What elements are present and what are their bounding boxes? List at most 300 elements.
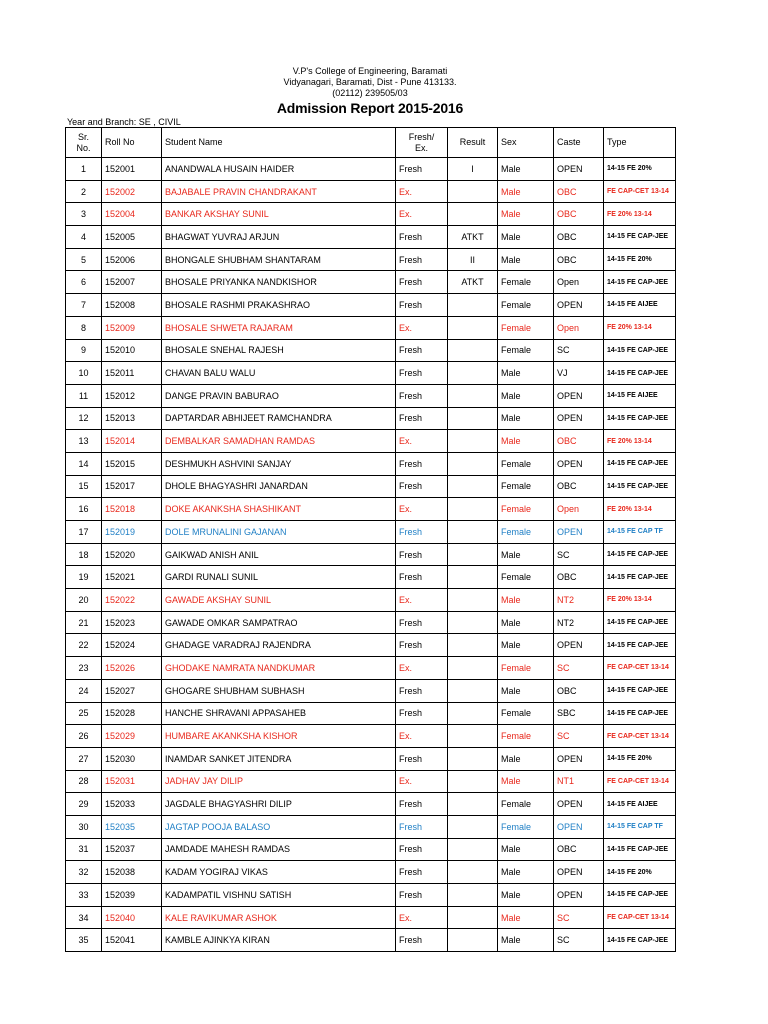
sex-cell: Male: [498, 679, 554, 702]
result-cell: [448, 838, 498, 861]
table-row: [66, 838, 676, 861]
type-cell: FE 20% 13-14: [604, 316, 676, 339]
sr-no-cell: 18: [66, 543, 102, 566]
caste-cell: OBC: [554, 203, 604, 226]
roll-no-cell: 152009: [102, 316, 162, 339]
sex-cell: Male: [498, 407, 554, 430]
student-name-cell: DANGE PRAVIN BABURAO: [162, 384, 396, 407]
result-cell: [448, 498, 498, 521]
sex-cell: Male: [498, 203, 554, 226]
type-cell: 14-15 FE CAP-JEE: [604, 611, 676, 634]
sr-no-cell: 32: [66, 861, 102, 884]
type-cell: 14-15 FE 20%: [604, 158, 676, 181]
type-cell: 14-15 FE CAP-JEE: [604, 339, 676, 362]
result-cell: [448, 861, 498, 884]
table-row: [66, 498, 676, 521]
caste-cell: OPEN: [554, 815, 604, 838]
table-row: [66, 452, 676, 475]
result-cell: [448, 815, 498, 838]
fresh-ex-cell: Ex.: [396, 589, 448, 612]
caste-cell: OPEN: [554, 407, 604, 430]
student-name-cell: JADHAV JAY DILIP: [162, 770, 396, 793]
result-cell: [448, 316, 498, 339]
student-name-cell: BANKAR AKSHAY SUNIL: [162, 203, 396, 226]
table-row: [66, 475, 676, 498]
sr-no-cell: 15: [66, 475, 102, 498]
sex-cell: Female: [498, 657, 554, 680]
table-row: [66, 271, 676, 294]
type-cell: 14-15 FE 20%: [604, 861, 676, 884]
table-row: [66, 611, 676, 634]
result-cell: [448, 906, 498, 929]
caste-cell: OPEN: [554, 747, 604, 770]
caste-cell: VJ: [554, 362, 604, 385]
type-cell: FE CAP-CET 13-14: [604, 657, 676, 680]
sr-no-cell: 14: [66, 452, 102, 475]
roll-no-cell: 152001: [102, 158, 162, 181]
student-name-cell: GAWADE AKSHAY SUNIL: [162, 589, 396, 612]
roll-no-cell: 152028: [102, 702, 162, 725]
fresh-ex-cell: Fresh: [396, 611, 448, 634]
student-name-cell: BHOSALE SHWETA RAJARAM: [162, 316, 396, 339]
student-name-cell: GAIKWAD ANISH ANIL: [162, 543, 396, 566]
type-cell: 14-15 FE CAP-JEE: [604, 929, 676, 952]
fresh-ex-cell: Fresh: [396, 747, 448, 770]
result-cell: [448, 634, 498, 657]
result-cell: [448, 657, 498, 680]
fresh-ex-cell: Fresh: [396, 679, 448, 702]
caste-cell: OPEN: [554, 384, 604, 407]
college-name: V.P's College of Engineering, Baramati: [292, 66, 448, 76]
roll-no-cell: 152038: [102, 861, 162, 884]
sr-no-cell: 27: [66, 747, 102, 770]
roll-no-cell: 152041: [102, 929, 162, 952]
student-name-cell: JAMDADE MAHESH RAMDAS: [162, 838, 396, 861]
col-header-result: Result: [448, 128, 498, 158]
roll-no-cell: 152012: [102, 384, 162, 407]
sex-cell: Male: [498, 770, 554, 793]
student-name-cell: HUMBARE AKANKSHA KISHOR: [162, 725, 396, 748]
table-row: [66, 702, 676, 725]
result-cell: ATKT: [448, 226, 498, 249]
caste-cell: OPEN: [554, 793, 604, 816]
student-name-cell: ANANDWALA HUSAIN HAIDER: [162, 158, 396, 181]
caste-cell: OBC: [554, 838, 604, 861]
result-cell: ATKT: [448, 271, 498, 294]
fresh-ex-cell: Ex.: [396, 498, 448, 521]
roll-no-cell: 152013: [102, 407, 162, 430]
sex-cell: Female: [498, 725, 554, 748]
student-name-cell: DOLE MRUNALINI GAJANAN: [162, 521, 396, 544]
report-title: Admission Report 2015-2016: [276, 100, 464, 116]
sex-cell: Male: [498, 430, 554, 453]
roll-no-cell: 152035: [102, 815, 162, 838]
table-row: [66, 294, 676, 317]
sr-no-cell: 6: [66, 271, 102, 294]
caste-cell: NT2: [554, 611, 604, 634]
result-cell: [448, 725, 498, 748]
student-name-cell: DHOLE BHAGYASHRI JANARDAN: [162, 475, 396, 498]
fresh-ex-cell: Fresh: [396, 475, 448, 498]
fresh-ex-cell: Fresh: [396, 884, 448, 907]
caste-cell: Open: [554, 498, 604, 521]
roll-no-cell: 152011: [102, 362, 162, 385]
sr-no-cell: 19: [66, 566, 102, 589]
table-row: [66, 226, 676, 249]
sex-cell: Male: [498, 929, 554, 952]
roll-no-cell: 152033: [102, 793, 162, 816]
sr-no-cell: 25: [66, 702, 102, 725]
table-row: [66, 543, 676, 566]
fresh-ex-cell: Fresh: [396, 566, 448, 589]
type-cell: 14-15 FE CAP-JEE: [604, 543, 676, 566]
roll-no-cell: 152019: [102, 521, 162, 544]
result-cell: [448, 180, 498, 203]
sex-cell: Male: [498, 543, 554, 566]
caste-cell: NT2: [554, 589, 604, 612]
roll-no-cell: 152040: [102, 906, 162, 929]
type-cell: 14-15 FE CAP-JEE: [604, 271, 676, 294]
student-name-cell: KADAM YOGIRAJ VIKAS: [162, 861, 396, 884]
sex-cell: Male: [498, 362, 554, 385]
sex-cell: Female: [498, 498, 554, 521]
roll-no-cell: 152026: [102, 657, 162, 680]
caste-cell: SC: [554, 929, 604, 952]
type-cell: 14-15 FE CAP TF: [604, 815, 676, 838]
result-cell: [448, 702, 498, 725]
col-header-sr-line1: Sr.: [77, 131, 89, 142]
roll-no-cell: 152029: [102, 725, 162, 748]
caste-cell: OBC: [554, 566, 604, 589]
student-name-cell: JAGDALE BHAGYASHRI DILIP: [162, 793, 396, 816]
fresh-ex-cell: Ex.: [396, 316, 448, 339]
fresh-ex-cell: Ex.: [396, 430, 448, 453]
student-name-cell: KAMBLE AJINKYA KIRAN: [162, 929, 396, 952]
caste-cell: NT1: [554, 770, 604, 793]
sr-no-cell: 31: [66, 838, 102, 861]
sr-no-cell: 13: [66, 430, 102, 453]
student-name-cell: GHODAKE NAMRATA NANDKUMAR: [162, 657, 396, 680]
table-row: [66, 906, 676, 929]
col-header-fresh-line2: Ex.: [414, 142, 428, 153]
table-row: [66, 203, 676, 226]
caste-cell: Open: [554, 271, 604, 294]
student-name-cell: BHOSALE SNEHAL RAJESH: [162, 339, 396, 362]
caste-cell: OPEN: [554, 294, 604, 317]
table-header-row: [66, 128, 676, 158]
result-cell: [448, 294, 498, 317]
type-cell: 14-15 FE CAP-JEE: [604, 226, 676, 249]
col-header-roll-no: Roll No: [102, 128, 162, 158]
result-cell: [448, 339, 498, 362]
caste-cell: OPEN: [554, 452, 604, 475]
result-cell: [448, 589, 498, 612]
sex-cell: Female: [498, 316, 554, 339]
roll-no-cell: 152039: [102, 884, 162, 907]
table-row: [66, 248, 676, 271]
roll-no-cell: 152024: [102, 634, 162, 657]
fresh-ex-cell: Ex.: [396, 770, 448, 793]
sr-no-cell: 3: [66, 203, 102, 226]
result-cell: [448, 884, 498, 907]
roll-no-cell: 152020: [102, 543, 162, 566]
type-cell: 14-15 FE CAP-JEE: [604, 702, 676, 725]
fresh-ex-cell: Fresh: [396, 362, 448, 385]
student-name-cell: KALE RAVIKUMAR ASHOK: [162, 906, 396, 929]
result-cell: [448, 566, 498, 589]
table-row: [66, 180, 676, 203]
sr-no-cell: 21: [66, 611, 102, 634]
roll-no-cell: 152010: [102, 339, 162, 362]
roll-no-cell: 152027: [102, 679, 162, 702]
roll-no-cell: 152022: [102, 589, 162, 612]
caste-cell: OPEN: [554, 861, 604, 884]
roll-no-cell: 152030: [102, 747, 162, 770]
type-cell: 14-15 FE CAP-JEE: [604, 884, 676, 907]
result-cell: [448, 793, 498, 816]
caste-cell: OPEN: [554, 158, 604, 181]
sr-no-cell: 29: [66, 793, 102, 816]
type-cell: 14-15 FE CAP TF: [604, 521, 676, 544]
admission-table: [65, 127, 676, 952]
student-name-cell: CHAVAN BALU WALU: [162, 362, 396, 385]
student-name-cell: GARDI RUNALI SUNIL: [162, 566, 396, 589]
roll-no-cell: 152002: [102, 180, 162, 203]
result-cell: [448, 452, 498, 475]
result-cell: [448, 929, 498, 952]
sex-cell: Male: [498, 634, 554, 657]
sr-no-cell: 30: [66, 815, 102, 838]
caste-cell: OPEN: [554, 521, 604, 544]
fresh-ex-cell: Fresh: [396, 702, 448, 725]
sex-cell: Female: [498, 339, 554, 362]
sex-cell: Male: [498, 611, 554, 634]
sr-no-cell: 1: [66, 158, 102, 181]
type-cell: FE CAP-CET 13-14: [604, 725, 676, 748]
sr-no-cell: 11: [66, 384, 102, 407]
table-row: [66, 679, 676, 702]
type-cell: 14-15 FE CAP-JEE: [604, 407, 676, 430]
type-cell: 14-15 FE AIJEE: [604, 294, 676, 317]
fresh-ex-cell: Fresh: [396, 543, 448, 566]
college-phone: (02112) 239505/03: [332, 88, 408, 98]
table-row: [66, 316, 676, 339]
result-cell: [448, 679, 498, 702]
type-cell: FE 20% 13-14: [604, 203, 676, 226]
sex-cell: Female: [498, 475, 554, 498]
fresh-ex-cell: Fresh: [396, 838, 448, 861]
sr-no-cell: 4: [66, 226, 102, 249]
col-header-fresh-ex: [396, 128, 448, 158]
type-cell: 14-15 FE CAP-JEE: [604, 838, 676, 861]
fresh-ex-cell: Fresh: [396, 226, 448, 249]
caste-cell: OPEN: [554, 634, 604, 657]
sr-no-cell: 22: [66, 634, 102, 657]
result-cell: [448, 475, 498, 498]
sr-no-cell: 20: [66, 589, 102, 612]
fresh-ex-cell: Fresh: [396, 384, 448, 407]
result-cell: [448, 407, 498, 430]
fresh-ex-cell: Fresh: [396, 793, 448, 816]
roll-no-cell: 152014: [102, 430, 162, 453]
student-name-cell: GHOGARE SHUBHAM SUBHASH: [162, 679, 396, 702]
student-name-cell: JAGTAP POOJA BALASO: [162, 815, 396, 838]
col-header-fresh-line1: Fresh/: [408, 131, 435, 142]
fresh-ex-cell: Ex.: [396, 657, 448, 680]
sr-no-cell: 26: [66, 725, 102, 748]
col-header-sr-line2: No.: [76, 142, 91, 153]
student-name-cell: BHOSALE RASHMI PRAKASHRAO: [162, 294, 396, 317]
type-cell: FE 20% 13-14: [604, 498, 676, 521]
caste-cell: OBC: [554, 430, 604, 453]
fresh-ex-cell: Fresh: [396, 339, 448, 362]
sex-cell: Male: [498, 861, 554, 884]
type-cell: 14-15 FE CAP-JEE: [604, 566, 676, 589]
roll-no-cell: 152023: [102, 611, 162, 634]
caste-cell: SBC: [554, 702, 604, 725]
result-cell: [448, 543, 498, 566]
table-row: [66, 339, 676, 362]
sex-cell: Female: [498, 521, 554, 544]
table-row: [66, 362, 676, 385]
table-row: [66, 793, 676, 816]
col-header-sex: Sex: [498, 128, 554, 158]
sr-no-cell: 28: [66, 770, 102, 793]
type-cell: 14-15 FE CAP-JEE: [604, 475, 676, 498]
type-cell: 14-15 FE CAP-JEE: [604, 452, 676, 475]
sex-cell: Male: [498, 248, 554, 271]
roll-no-cell: 152037: [102, 838, 162, 861]
result-cell: [448, 521, 498, 544]
caste-cell: SC: [554, 543, 604, 566]
student-name-cell: BAJABALE PRAVIN CHANDRAKANT: [162, 180, 396, 203]
table-row: [66, 430, 676, 453]
table-row: [66, 384, 676, 407]
fresh-ex-cell: Fresh: [396, 407, 448, 430]
sr-no-cell: 17: [66, 521, 102, 544]
fresh-ex-cell: Fresh: [396, 929, 448, 952]
result-cell: [448, 362, 498, 385]
table-row: [66, 566, 676, 589]
table-row: [66, 861, 676, 884]
table-row: [66, 929, 676, 952]
fresh-ex-cell: Fresh: [396, 452, 448, 475]
caste-cell: SC: [554, 657, 604, 680]
fresh-ex-cell: Fresh: [396, 861, 448, 884]
sr-no-cell: 2: [66, 180, 102, 203]
sex-cell: Male: [498, 158, 554, 181]
caste-cell: Open: [554, 316, 604, 339]
table-row: [66, 815, 676, 838]
caste-cell: OBC: [554, 180, 604, 203]
sr-no-cell: 16: [66, 498, 102, 521]
sex-cell: Male: [498, 838, 554, 861]
student-name-cell: BHAGWAT YUVRAJ ARJUN: [162, 226, 396, 249]
type-cell: FE 20% 13-14: [604, 589, 676, 612]
result-cell: [448, 770, 498, 793]
table-row: [66, 747, 676, 770]
fresh-ex-cell: Fresh: [396, 521, 448, 544]
sr-no-cell: 8: [66, 316, 102, 339]
table-row: [66, 407, 676, 430]
fresh-ex-cell: Ex.: [396, 203, 448, 226]
type-cell: 14-15 FE 20%: [604, 747, 676, 770]
sex-cell: Male: [498, 226, 554, 249]
roll-no-cell: 152008: [102, 294, 162, 317]
college-address: Vidyanagari, Baramati, Dist - Pune 413133.: [283, 77, 457, 87]
fresh-ex-cell: Ex.: [396, 180, 448, 203]
sex-cell: Female: [498, 793, 554, 816]
sex-cell: Male: [498, 384, 554, 407]
col-header-sr-no: [66, 128, 102, 158]
type-cell: FE 20% 13-14: [604, 430, 676, 453]
fresh-ex-cell: Ex.: [396, 725, 448, 748]
type-cell: 14-15 FE CAP-JEE: [604, 362, 676, 385]
result-cell: [448, 747, 498, 770]
roll-no-cell: 152006: [102, 248, 162, 271]
sex-cell: Female: [498, 452, 554, 475]
student-name-cell: KADAMPATIL VISHNU SATISH: [162, 884, 396, 907]
student-name-cell: GHADAGE VARADRAJ RAJENDRA: [162, 634, 396, 657]
caste-cell: OBC: [554, 248, 604, 271]
type-cell: FE CAP-CET 13-14: [604, 180, 676, 203]
student-name-cell: INAMDAR SANKET JITENDRA: [162, 747, 396, 770]
student-name-cell: BHONGALE SHUBHAM SHANTARAM: [162, 248, 396, 271]
sex-cell: Male: [498, 884, 554, 907]
table-row: [66, 657, 676, 680]
type-cell: 14-15 FE CAP-JEE: [604, 679, 676, 702]
sex-cell: Female: [498, 566, 554, 589]
student-name-cell: GAWADE OMKAR SAMPATRAO: [162, 611, 396, 634]
table-row: [66, 589, 676, 612]
roll-no-cell: 152007: [102, 271, 162, 294]
table-row: [66, 158, 676, 181]
type-cell: 14-15 FE AIJEE: [604, 384, 676, 407]
type-cell: 14-15 FE AIJEE: [604, 793, 676, 816]
sr-no-cell: 24: [66, 679, 102, 702]
fresh-ex-cell: Fresh: [396, 248, 448, 271]
caste-cell: OPEN: [554, 884, 604, 907]
fresh-ex-cell: Ex.: [396, 906, 448, 929]
roll-no-cell: 152018: [102, 498, 162, 521]
student-name-cell: DAPTARDAR ABHIJEET RAMCHANDRA: [162, 407, 396, 430]
student-name-cell: HANCHE SHRAVANI APPASAHEB: [162, 702, 396, 725]
col-header-caste: Caste: [554, 128, 604, 158]
sex-cell: Male: [498, 180, 554, 203]
sr-no-cell: 33: [66, 884, 102, 907]
sr-no-cell: 12: [66, 407, 102, 430]
roll-no-cell: 152031: [102, 770, 162, 793]
sex-cell: Female: [498, 702, 554, 725]
fresh-ex-cell: Fresh: [396, 294, 448, 317]
student-name-cell: DESHMUKH ASHVINI SANJAY: [162, 452, 396, 475]
caste-cell: SC: [554, 725, 604, 748]
sr-no-cell: 35: [66, 929, 102, 952]
table-row: [66, 521, 676, 544]
sr-no-cell: 7: [66, 294, 102, 317]
caste-cell: OBC: [554, 226, 604, 249]
roll-no-cell: 152004: [102, 203, 162, 226]
col-header-student-name: Student Name: [162, 128, 396, 158]
sr-no-cell: 23: [66, 657, 102, 680]
fresh-ex-cell: Fresh: [396, 815, 448, 838]
result-cell: [448, 611, 498, 634]
roll-no-cell: 152021: [102, 566, 162, 589]
result-cell: [448, 384, 498, 407]
table-row: [66, 725, 676, 748]
table-row: [66, 884, 676, 907]
type-cell: FE CAP-CET 13-14: [604, 906, 676, 929]
